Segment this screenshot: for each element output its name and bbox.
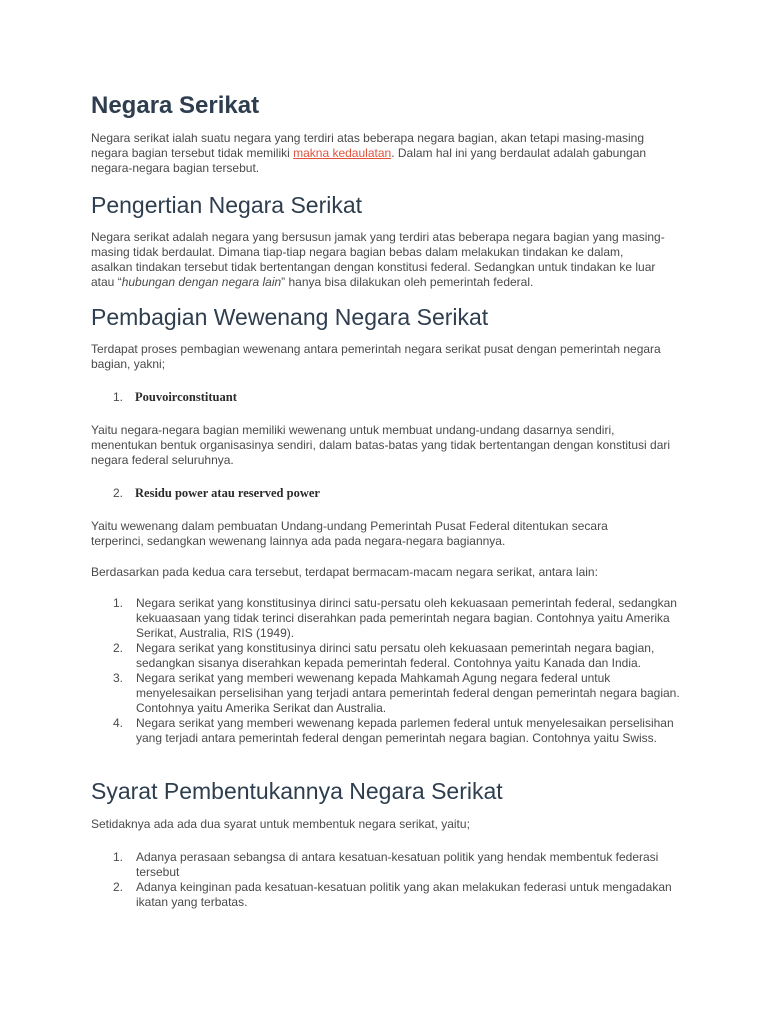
pengertian-paragraph bbox=[91, 230, 666, 290]
pengertian-italic-text: hubungan dengan negara lain bbox=[121, 275, 282, 289]
list-item bbox=[91, 880, 681, 910]
list-item bbox=[91, 671, 681, 716]
list-item-number: 4. bbox=[113, 716, 124, 730]
pembagian-item-2 bbox=[91, 486, 320, 501]
pembagian-item-1-desc: Yaitu negara-negara bagian memiliki wewenang untuk membuat undang-undang dasarnya sendiri, menentukan bentuk organisasinya sendiri, dalam batas-batas yang tidak bertentangan dengan konstitusi dari negara federal seluruhnya. bbox=[91, 423, 671, 467]
list-item bbox=[91, 641, 681, 671]
section-heading-pembagian: Pembagian Wewenang Negara Serikat bbox=[91, 304, 489, 330]
page-title: Negara Serikat bbox=[91, 92, 260, 119]
item-label: Pouvoirconstituant bbox=[135, 390, 237, 404]
syarat-intro: Setidaknya ada ada dua syarat untuk membentuk negara serikat, yaitu; bbox=[91, 817, 470, 831]
pembagian-item-2-desc: Yaitu wewenang dalam pembuatan Undang-undang Pemerintah Pusat Federal ditentukan secara terperinci, sedangkan wewenang lainnya ada pada negara-negara bagiannya. bbox=[91, 519, 608, 548]
pembagian-intro: Terdapat proses pembagian wewenang antara pemerintah negara serikat pusat dengan pemerintah negara bagian, yakni; bbox=[91, 342, 661, 371]
list-item-text: Negara serikat yang konstitusinya dirinci satu persatu oleh kekuasaan pemerintah negara bagian, sedangkan sisanya diserahkan kepada pemerintah federal. Contohnya yaitu Kanada dan India. bbox=[136, 641, 655, 670]
list-item bbox=[91, 716, 681, 746]
intro-text-before: Negara serikat ialah suatu negara yang terdiri atas beberapa negara bagian, akan tetapi masing-masing negara bagian tersebut tidak memiliki bbox=[91, 131, 645, 160]
list-item bbox=[91, 850, 681, 880]
jenis-negara-serikat-list bbox=[91, 596, 681, 746]
list-item-text: Adanya perasaan sebangsa di antara kesatuan-kesatuan politik yang hendak membentuk federasi tersebut bbox=[136, 850, 659, 879]
pembagian-item-1 bbox=[91, 390, 237, 405]
list-item-text: Negara serikat yang memberi wewenang kepada parlemen federal untuk menyelesaikan perselisihan yang terjadi antara pemerintah federal dengan pemerintah negara bagian. Contohnya yaitu Swiss. bbox=[136, 716, 674, 745]
section-heading-pengertian: Pengertian Negara Serikat bbox=[91, 192, 363, 218]
list-item-number: 1. bbox=[113, 596, 124, 610]
item-label: Residu power atau reserved power bbox=[135, 486, 320, 500]
section-heading-syarat: Syarat Pembentukannya Negara Serikat bbox=[91, 778, 503, 804]
list-item-number: 2. bbox=[113, 880, 124, 894]
jenis-list-intro: Berdasarkan pada kedua cara tersebut, terdapat bermacam-macam negara serikat, antara lain: bbox=[91, 565, 598, 579]
item-number: 1. bbox=[113, 390, 124, 404]
list-item-text: Adanya keinginan pada kesatuan-kesatuan politik yang akan melakukan federasi untuk mengadakan ikatan yang terbatas. bbox=[136, 880, 672, 909]
pengertian-text-before: Negara serikat adalah negara yang bersusun jamak yang terdiri atas beberapa negara bagian yang masing-masing tidak berdaulat. Dimana tiap-tiap negara bagian bebas dalam melakukan tindakan ke dalam, asalkan tindakan tersebut tidak bertentangan dengan konstitusi federal. Sedangkan untuk tindakan ke luar atau “ bbox=[91, 230, 665, 289]
intro-text-after: . Dalam hal ini yang berdaulat adalah gabungan negara-negara bagian tersebut. bbox=[91, 146, 647, 175]
list-item-number: 1. bbox=[113, 850, 124, 864]
list-item-text: Negara serikat yang konstitusinya dirinci satu-persatu oleh kekuasaan pemerintah federal, sedangkan kekuaasaan yang tidak terinci diserahkan pada pemerintah negara bagian. Contohnya yaitu Amerika Serikat, Australia, RIS (1949). bbox=[136, 596, 677, 640]
intro-paragraph bbox=[91, 131, 671, 176]
makna-kedaulatan-link[interactable]: makna kedaulatan bbox=[293, 146, 392, 160]
item-number: 2. bbox=[113, 486, 124, 500]
list-item-number: 2. bbox=[113, 641, 124, 655]
pengertian-text-after: ” hanya bisa dilakukan oleh pemerintah federal. bbox=[281, 275, 534, 289]
syarat-list bbox=[91, 850, 681, 910]
list-item-text: Negara serikat yang memberi wewenang kepada Mahkamah Agung negara federal untuk menyelesaikan perselisihan yang terjadi antara pemerintah federal dengan pemerintah negara bagian. Contohnya yaitu Amerika Serikat dan Australia. bbox=[136, 671, 680, 715]
list-item bbox=[91, 596, 681, 641]
list-item-number: 3. bbox=[113, 671, 124, 685]
